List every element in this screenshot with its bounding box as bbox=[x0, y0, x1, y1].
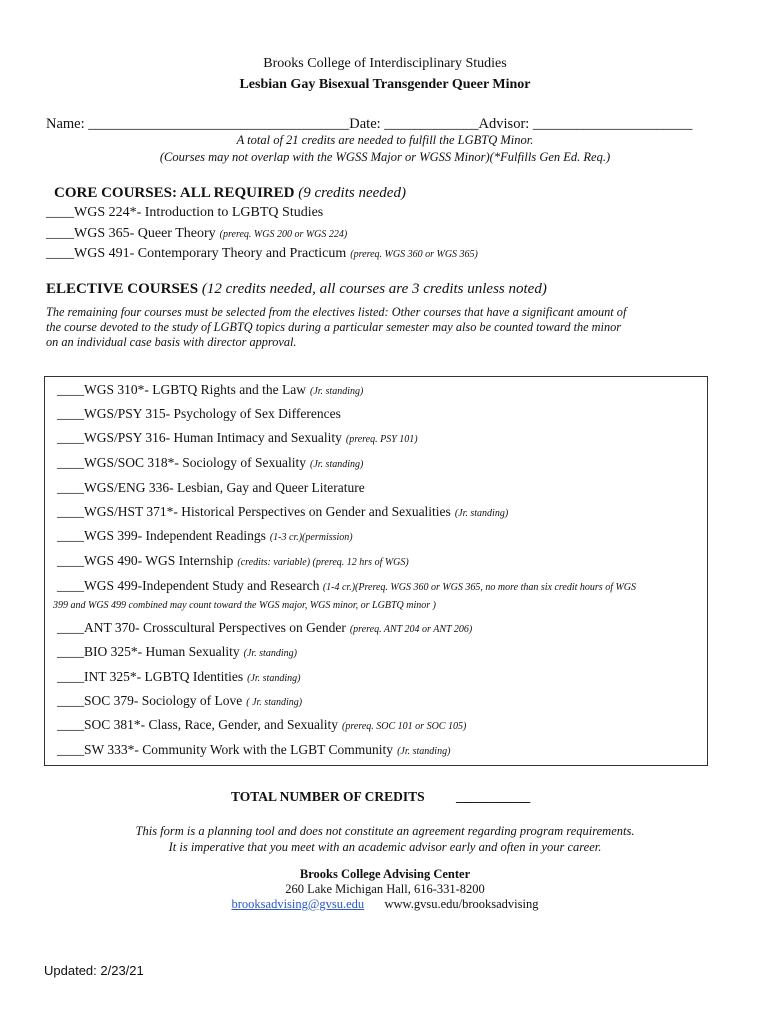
course-text: ____WGS 224*- Introduction to LGBTQ Studies bbox=[46, 205, 324, 220]
disclaimer-2: It is imperative that you meet with an academic advisor early and often in your career. bbox=[168, 840, 602, 854]
course-note: (Jr. standing) bbox=[310, 459, 364, 470]
course-text: ____WGS/PSY 316- Human Intimacy and Sexuality bbox=[57, 430, 342, 445]
course-note: (prereq. WGS 360 or WGS 365) bbox=[350, 249, 478, 260]
elective-heading bbox=[46, 281, 547, 298]
elective-course-item[interactable] bbox=[57, 553, 409, 569]
elective-course-item[interactable] bbox=[57, 504, 508, 520]
elective-desc-2: the course devoted to the study of LGBTQ topics during a particular semester may also be counted toward the minor bbox=[46, 320, 622, 334]
course-note: (prereq. WGS 200 or WGS 224) bbox=[219, 229, 348, 240]
course-note: (Jr. standing) bbox=[397, 746, 451, 757]
course-note: (Jr. standing) bbox=[247, 673, 301, 684]
intro-overlap: (Courses may not overlap with the WGSS Major or WGSS Minor)(*Fulfills Gen Ed. Req.) bbox=[159, 150, 611, 164]
course-text: ____WGS 399- Independent Readings bbox=[57, 528, 266, 543]
advising-website[interactable]: www.gvsu.edu/brooksadvising bbox=[384, 897, 539, 911]
course-text: ____WGS 490- WGS Internship bbox=[57, 553, 234, 568]
course-text: ____WGS 499-Independent Study and Research bbox=[57, 578, 320, 593]
course-text: ____WGS/HST 371*- Historical Perspectives on Gender and Sexualities bbox=[57, 504, 451, 519]
course-text: ____WGS/SOC 318*- Sociology of Sexuality bbox=[57, 455, 306, 470]
course-note: (Jr. standing) bbox=[454, 508, 509, 519]
total-credits-label: TOTAL NUMBER OF CREDITS bbox=[231, 789, 425, 804]
elective-heading-text: ELECTIVE COURSES bbox=[46, 281, 199, 297]
disclaimer-1: This form is a planning tool and does not constitute an agreement regarding program requirements. bbox=[135, 824, 635, 838]
elective-course-item[interactable] bbox=[57, 455, 363, 471]
course-text: ____BIO 325*- Human Sexuality bbox=[57, 644, 240, 659]
elective-course-item[interactable] bbox=[57, 382, 363, 398]
course-text: ____SOC 379- Sociology of Love bbox=[57, 693, 243, 708]
elective-course-item[interactable] bbox=[57, 406, 345, 422]
elective-course-item[interactable] bbox=[57, 644, 297, 660]
course-text: ____WGS 491- Contemporary Theory and Practicum bbox=[46, 246, 347, 261]
core-heading bbox=[54, 185, 406, 202]
elective-course-item[interactable] bbox=[57, 430, 418, 446]
elective-desc-3: on an individual case basis with director approval. bbox=[46, 335, 297, 349]
course-note-cont: 399 and WGS 499 combined may count toward the WGS major, WGS minor, or LGBTQ minor ) bbox=[53, 600, 436, 611]
elective-course-item[interactable] bbox=[57, 480, 369, 496]
elective-course-item[interactable] bbox=[57, 717, 466, 733]
course-note: (Jr. standing) bbox=[243, 648, 297, 659]
course-note: (1-4 cr.)(Prereq. WGS 360 or WGS 365, no more than six credit hours of WGS bbox=[322, 582, 637, 593]
course-note: (prereq. PSY 101) bbox=[345, 434, 418, 445]
course-text: ____INT 325*- LGBTQ Identities bbox=[57, 669, 244, 684]
advising-center-name: Brooks College Advising Center bbox=[299, 867, 471, 881]
total-credits-blank[interactable]: ___________ bbox=[456, 789, 531, 804]
core-course-item[interactable] bbox=[46, 226, 347, 242]
core-heading-text: CORE COURSES: ALL REQUIRED bbox=[54, 185, 295, 201]
advising-links bbox=[0, 897, 770, 912]
course-note: (prereq. ANT 204 or ANT 206) bbox=[349, 624, 473, 635]
course-text: ____WGS/ENG 336- Lesbian, Gay and Queer Literature bbox=[57, 480, 365, 495]
advising-address: 260 Lake Michigan Hall, 616-331-8200 bbox=[285, 882, 485, 896]
course-text: ____SOC 381*- Class, Race, Gender, and Sexuality bbox=[57, 717, 339, 732]
core-course-item[interactable] bbox=[46, 246, 478, 262]
elective-heading-note: (12 credits needed, all courses are 3 credits unless noted) bbox=[201, 281, 547, 297]
elective-course-item[interactable] bbox=[57, 742, 450, 758]
course-note: (credits: variable) (prereq. 12 hrs of WGS) bbox=[237, 557, 409, 568]
core-course-item[interactable] bbox=[46, 205, 327, 221]
advising-email-link[interactable]: brooksadvising@gvsu.edu bbox=[231, 897, 365, 911]
course-note: (Jr. standing) bbox=[309, 386, 364, 397]
course-note: ( Jr. standing) bbox=[246, 697, 303, 708]
form-fields-line[interactable]: Name: ____________________________________Date: _____________Advisor: ______________________ bbox=[46, 116, 693, 132]
elective-courses-box bbox=[44, 376, 708, 766]
course-text: ____SW 333*- Community Work with the LGBT Community bbox=[57, 742, 394, 757]
course-text: ____WGS 365- Queer Theory bbox=[46, 226, 216, 241]
elective-desc-1: The remaining four courses must be selected from the electives listed: Other courses that have a significant amount of bbox=[46, 305, 627, 319]
intro-credits: A total of 21 credits are needed to fulfill the LGBTQ Minor. bbox=[236, 133, 534, 147]
elective-course-item[interactable] bbox=[57, 669, 300, 685]
page-title: Lesbian Gay Bisexual Transgender Queer Minor bbox=[239, 77, 531, 92]
core-heading-note: (9 credits needed) bbox=[298, 185, 406, 201]
elective-course-item[interactable] bbox=[57, 620, 472, 636]
course-text: ____WGS/PSY 315- Psychology of Sex Differences bbox=[57, 406, 341, 421]
updated-date: Updated: 2/23/21 bbox=[44, 963, 144, 978]
course-note: (1-3 cr.)(permission) bbox=[269, 532, 353, 543]
elective-item-wgs-499[interactable] bbox=[55, 578, 705, 614]
course-note: (prereq. SOC 101 or SOC 105) bbox=[342, 721, 467, 732]
course-text: ____WGS 310*- LGBTQ Rights and the Law bbox=[57, 382, 306, 397]
course-text: ____ANT 370- Crosscultural Perspectives on Gender bbox=[57, 620, 346, 635]
elective-course-item[interactable] bbox=[57, 528, 353, 544]
college-name: Brooks College of Interdisciplinary Studies bbox=[263, 56, 507, 71]
elective-course-item[interactable] bbox=[57, 693, 302, 709]
